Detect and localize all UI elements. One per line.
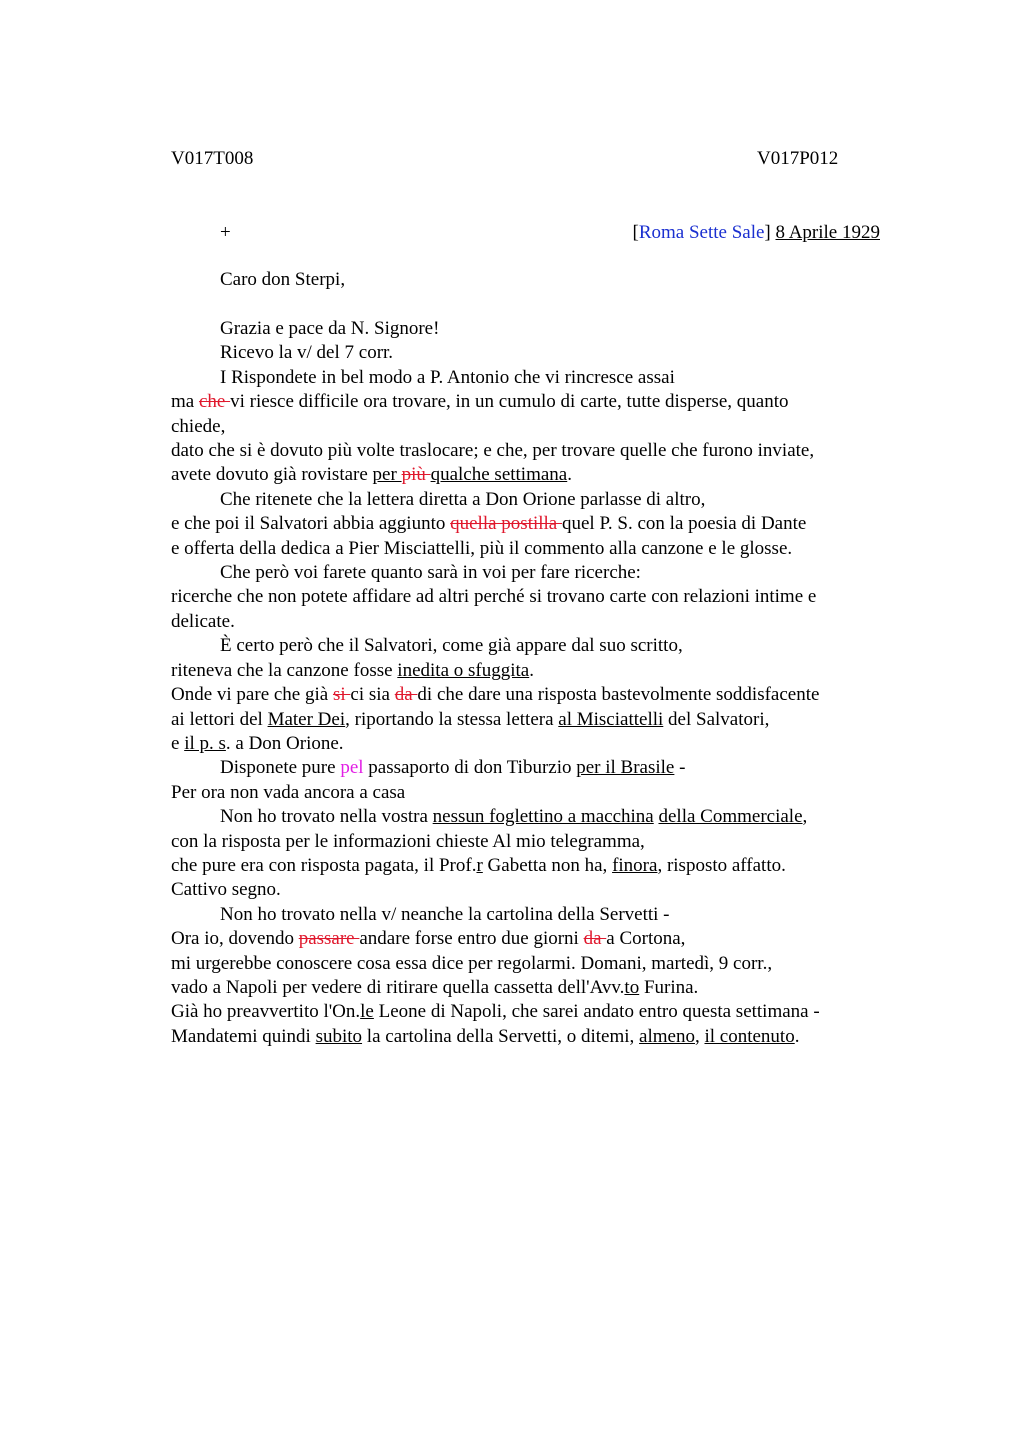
letter-body [171, 317, 881, 1049]
dateline [220, 220, 880, 246]
body-line: Che però voi farete quanto sarà in voi per fare ricerche: [220, 562, 641, 584]
greeting: Caro don Sterpi, [220, 269, 346, 290]
place-name: Roma Sette Sale [638, 222, 765, 243]
body-line: Onde vi pare che già si ci sia da di che dare una risposta bastevolmente soddisfacente [171, 684, 820, 706]
body-line: Per ora non vada ancora a casa [171, 781, 406, 803]
body-line: ai lettori del Mater Dei, riportando la stessa lettera al Misciattelli del Salvatori, [171, 708, 770, 730]
cross-mark: + [220, 222, 231, 243]
body-line: Non ho trovato nella vostra nessun foglettino a macchina della Commerciale, [220, 806, 808, 828]
body-line: Disponete pure pel passaporto di don Tiburzio per il Brasile - [220, 757, 686, 779]
body-line: ma che vi riesce difficile ora trovare, in un cumulo di carte, tutte disperse, quanto [171, 391, 789, 413]
body-line: e il p. s. a Don Orione. [171, 732, 344, 754]
place-and-date [633, 220, 881, 246]
body-line: che pure era con risposta pagata, il Prof.r Gabetta non ha, finora, risposto affatto. [171, 854, 786, 876]
body-line: avete dovuto già rovistare per più qualche settimana. [171, 464, 572, 486]
deleted-text: passare [298, 928, 360, 950]
body-line: vado a Napoli per vedere di ritirare quella cassetta dell'Avv.to Furina. [171, 976, 699, 998]
body-line: mi urgerebbe conoscere cosa essa dice per regolarmi. Domani, martedì, 9 corr., [171, 952, 773, 974]
body-line: riteneva che la canzone fosse inedita o sfuggita. [171, 659, 534, 681]
document-code-right: V017P012 [757, 148, 839, 169]
body-line: Cattivo segno. [171, 879, 281, 901]
body-line: e che poi il Salvatori abbia aggiunto quella postilla quel P. S. con la poesia di Dante [171, 513, 807, 535]
body-line: Che ritenete che la lettera diretta a Don Orione parlasse di altro, [220, 488, 706, 510]
body-line: Non ho trovato nella v/ neanche la cartolina della Servetti - [220, 903, 670, 925]
deleted-text: quella postilla [450, 513, 562, 535]
document-code-left: V017T008 [171, 148, 254, 169]
bracket-close: ] [764, 222, 771, 243]
body-line: Ora io, dovendo passare andare forse entro due giorni da a Cortona, [171, 928, 686, 950]
body-line: chiede, [171, 415, 226, 437]
body-line: ricerche che non potete affidare ad altri perché si trovano carte con relazioni intime e [171, 586, 817, 608]
body-line: È certo però che il Salvatori, come già appare dal suo scritto, [220, 635, 683, 657]
body-line: con la risposta per le informazioni chieste Al mio telegramma, [171, 830, 645, 852]
body-line: Già ho preavvertito l'On.le Leone di Napoli, che sarei andato entro questa settimana - [171, 1001, 820, 1023]
highlighted-text: pel [340, 757, 364, 779]
deleted-text: che [198, 391, 231, 413]
letter-date: 8 Aprile 1929 [775, 222, 880, 243]
deleted-text: da [583, 928, 607, 950]
body-line: e offerta della dedica a Pier Misciattelli, più il commento alla canzone e le glosse. [171, 537, 793, 559]
body-line: delicate. [171, 610, 235, 632]
body-line: Mandatemi quindi subito la cartolina della Servetti, o ditemi, almeno, il contenuto. [171, 1025, 800, 1047]
body-line: Grazia e pace da N. Signore! [220, 318, 440, 339]
bracket-open: [ [632, 222, 639, 243]
body-line: Ricevo la v/ del 7 corr. [220, 342, 394, 364]
deleted-text: si [332, 684, 351, 706]
body-line: dato che si è dovuto più volte traslocare; e che, per trovare quelle che furono inviate, [171, 440, 815, 462]
deleted-text: più [401, 464, 431, 486]
deleted-text: da [394, 684, 418, 706]
body-line: I Rispondete in bel modo a P. Antonio che vi rincresce assai [220, 366, 675, 388]
